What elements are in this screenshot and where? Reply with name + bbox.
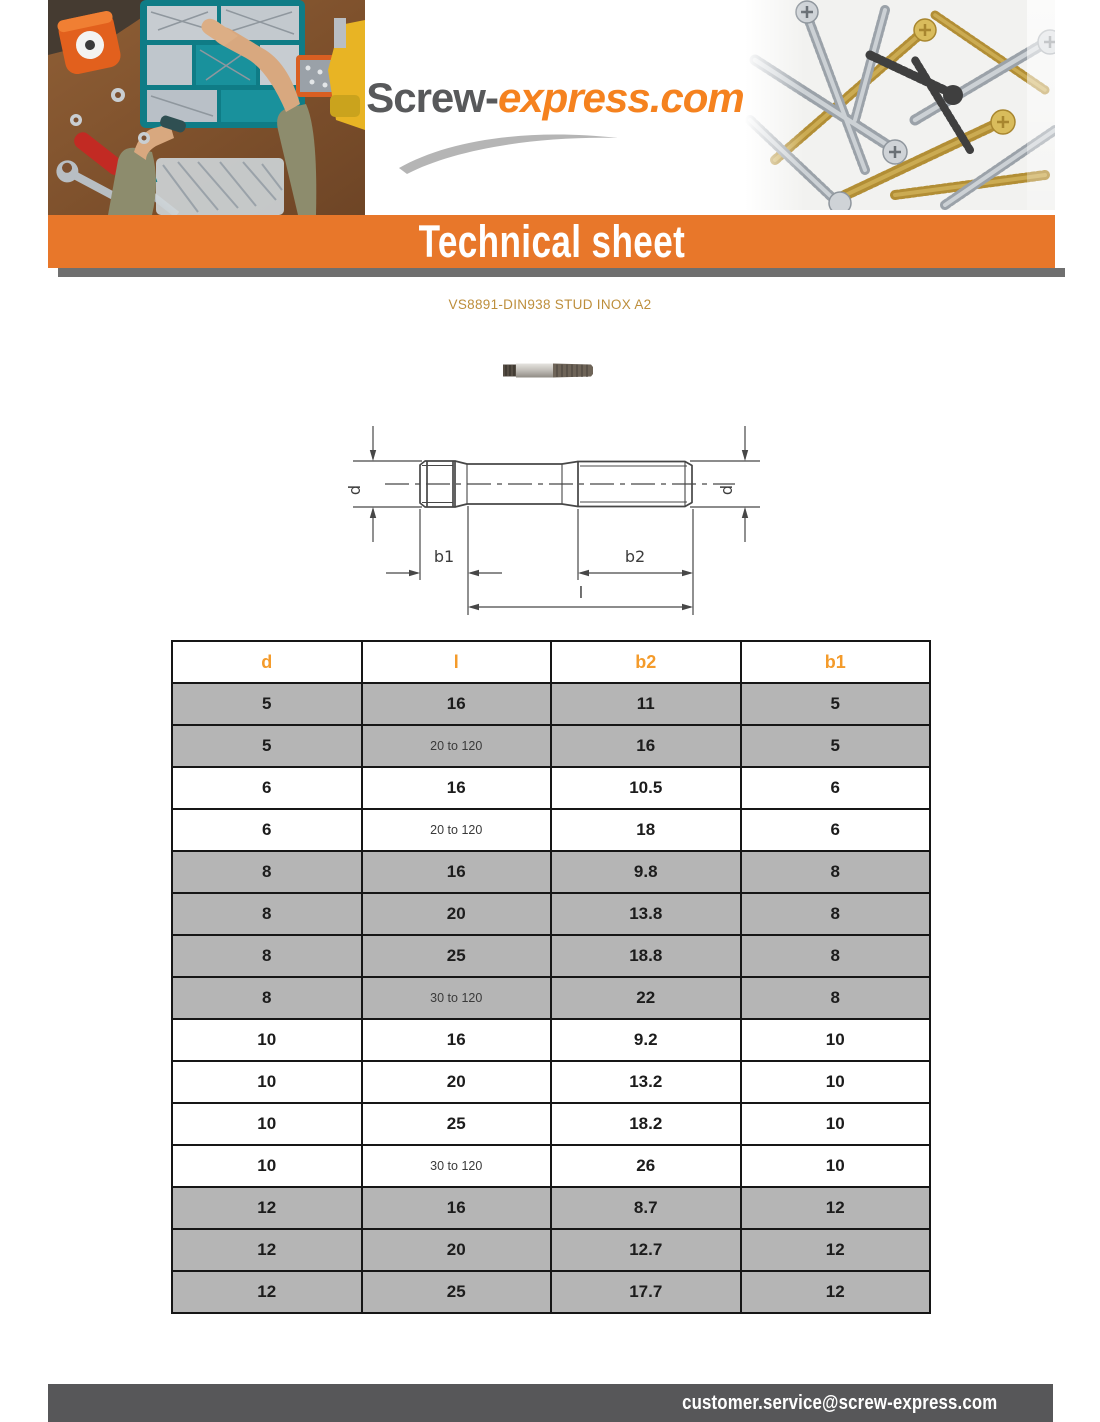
table-row: [172, 1145, 930, 1187]
table-cell: 18.8: [551, 935, 741, 977]
banner: [48, 215, 1055, 268]
dim-label-b1: b1: [433, 547, 455, 566]
table-cell: 10: [172, 1103, 362, 1145]
screw-tray-icon: [134, 158, 284, 215]
table-cell: 16: [362, 1187, 552, 1229]
table-cell: 25: [362, 1271, 552, 1313]
table-cell: 5: [172, 725, 362, 767]
table-cell: 5: [741, 683, 931, 725]
table-cell: 30 to 120: [362, 1145, 552, 1187]
table-cell: 10: [172, 1145, 362, 1187]
table-cell: 25: [362, 935, 552, 977]
table-cell: 13.2: [551, 1061, 741, 1103]
table-cell: 16: [362, 851, 552, 893]
table-cell: 12: [741, 1229, 931, 1271]
table-cell: 8: [172, 935, 362, 977]
table-cell: 18.2: [551, 1103, 741, 1145]
table-row: [172, 1103, 930, 1145]
table-row: [172, 1229, 930, 1271]
table-cell: 11: [551, 683, 741, 725]
table-cell: 22: [551, 977, 741, 1019]
table-cell: 6: [741, 767, 931, 809]
column-header-b1: b1: [741, 641, 931, 683]
dim-label-b2: b2: [624, 547, 646, 566]
table-cell: 9.8: [551, 851, 741, 893]
tape-measure-icon: [56, 10, 122, 76]
table-cell: 10: [741, 1145, 931, 1187]
table-row: [172, 809, 930, 851]
footer-email[interactable]: customer.service@screw-express.com: [681, 1391, 997, 1414]
table-cell: 12: [172, 1271, 362, 1313]
table-cell: 6: [172, 767, 362, 809]
table-cell: 10: [741, 1061, 931, 1103]
table-cell: 8.7: [551, 1187, 741, 1229]
table-cell: 12.7: [551, 1229, 741, 1271]
table-cell: 12: [172, 1229, 362, 1271]
table-cell: 5: [741, 725, 931, 767]
dim-label-d-left: d: [345, 484, 364, 496]
table-cell: 9.2: [551, 1019, 741, 1061]
table-cell: 12: [172, 1187, 362, 1229]
table-cell: 8: [741, 977, 931, 1019]
table-cell: 20 to 120: [362, 809, 552, 851]
table-row: [172, 725, 930, 767]
table-row: [172, 1061, 930, 1103]
table-row: [172, 935, 930, 977]
column-header-l: l: [362, 641, 552, 683]
table-header-row: [172, 641, 930, 683]
table-cell: 18: [551, 809, 741, 851]
logo-swoosh-icon: [393, 128, 628, 176]
table-cell: 12: [741, 1271, 931, 1313]
table-cell: 16: [362, 1019, 552, 1061]
table-cell: 8: [172, 851, 362, 893]
spec-table: [171, 640, 931, 1314]
table-cell: 8: [741, 851, 931, 893]
table-cell: 10: [741, 1103, 931, 1145]
table-cell: 8: [741, 893, 931, 935]
table-row: [172, 851, 930, 893]
table-row: [172, 893, 930, 935]
table-cell: 25: [362, 1103, 552, 1145]
screws-photo: [745, 0, 1055, 210]
table-row: [172, 1187, 930, 1229]
column-header-d: d: [172, 641, 362, 683]
table-cell: 30 to 120: [362, 977, 552, 1019]
logo-text: [366, 74, 744, 122]
table-cell: 13.8: [551, 893, 741, 935]
table-row: [172, 767, 930, 809]
table-cell: 5: [172, 683, 362, 725]
table-cell: 10: [172, 1061, 362, 1103]
spec-table-body: [172, 683, 930, 1313]
footer: [48, 1384, 1053, 1422]
logo: [365, 0, 745, 215]
table-cell: 17.7: [551, 1271, 741, 1313]
table-cell: 20: [362, 893, 552, 935]
table-row: [172, 1019, 930, 1061]
table-cell: 26: [551, 1145, 741, 1187]
table-cell: 6: [741, 809, 931, 851]
table-cell: 20: [362, 1061, 552, 1103]
table-cell: 8: [741, 935, 931, 977]
table-cell: 10.5: [551, 767, 741, 809]
logo-part-express: express.com: [497, 74, 744, 121]
table-cell: 20: [362, 1229, 552, 1271]
table-cell: 16: [551, 725, 741, 767]
table-row: [172, 977, 930, 1019]
table-row: [172, 1271, 930, 1313]
divider-bar: [58, 268, 1065, 277]
dim-label-l: l: [578, 583, 584, 602]
table-cell: 12: [741, 1187, 931, 1229]
banner-title: Technical sheet: [418, 215, 685, 267]
table-cell: 10: [741, 1019, 931, 1061]
table-row: [172, 683, 930, 725]
table-cell: 8: [172, 977, 362, 1019]
table-cell: 8: [172, 893, 362, 935]
table-cell: 16: [362, 683, 552, 725]
product-title: VS8891-DIN938 STUD INOX A2: [448, 297, 652, 312]
logo-part-screw: Screw-: [366, 74, 498, 121]
table-cell: 16: [362, 767, 552, 809]
table-cell: 6: [172, 809, 362, 851]
dim-label-d-right: d: [717, 484, 736, 496]
column-header-b2: b2: [551, 641, 741, 683]
table-cell: 10: [172, 1019, 362, 1061]
technical-drawing: [330, 412, 790, 627]
product-photo: [503, 362, 595, 380]
workbench-photo: [48, 0, 365, 215]
table-cell: 20 to 120: [362, 725, 552, 767]
